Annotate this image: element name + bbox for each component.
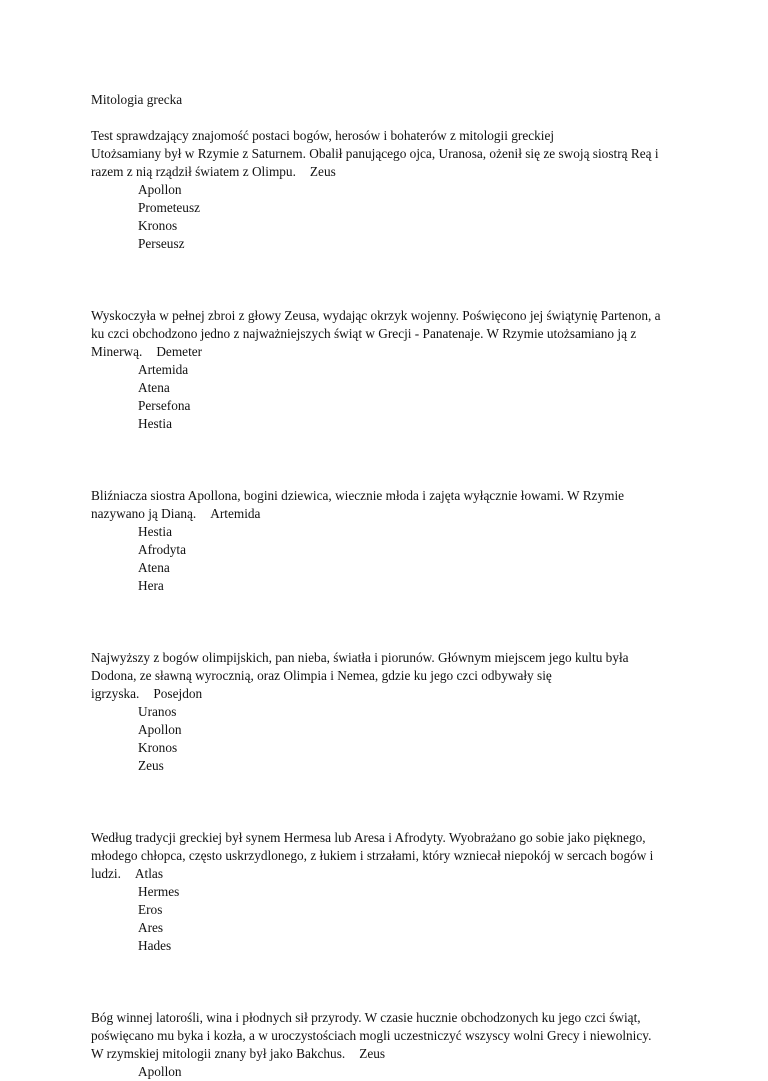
answer-option: Atena xyxy=(138,380,170,395)
question-block xyxy=(91,307,768,433)
question-block xyxy=(91,649,768,775)
answer-options xyxy=(91,883,768,955)
answer-option: Persefona xyxy=(138,398,191,413)
question-text: Wyskoczyła w pełnej zbroi z głowy Zeusa, wydając okrzyk wojenny. Poświęcono jej świątynię Partenon, a ku czci obchodzono jedno z najważniejszych świąt w Grecji - Panatenaje. W Rzymie utożsamiano ją z Minerwą. xyxy=(91,308,661,359)
answer-option: Eros xyxy=(138,902,163,917)
answer-hint: Atlas xyxy=(134,866,163,881)
question-spacer xyxy=(91,433,768,487)
question-text: Utożsamiany był w Rzymie z Saturnem. Obalił panującego ojca, Uranosa, ożenił się ze swoją siostrą Reą i razem z nią rządził światem z Olimpu. xyxy=(91,146,659,179)
answer-option: Hestia xyxy=(138,416,172,431)
answer-options xyxy=(91,1063,768,1081)
answer-option: Uranos xyxy=(138,704,177,719)
answer-option: Apollon xyxy=(138,722,182,737)
answer-option: Hades xyxy=(138,938,172,953)
document-title: Mitologia grecka xyxy=(91,92,183,107)
answer-hint: Zeus xyxy=(359,1046,386,1061)
answer-option: Apollon xyxy=(138,182,182,197)
question-text: Bliźniacza siostra Apollona, bogini dziewica, wiecznie młoda i zajęta wyłącznie łowami. W Rzymie nazywano ją Dianą. xyxy=(91,488,625,521)
answer-option: Ares xyxy=(138,920,164,935)
answer-option: Kronos xyxy=(138,218,178,233)
question-block xyxy=(91,829,768,955)
question-text-block xyxy=(91,145,666,181)
answer-option: Prometeusz xyxy=(138,200,201,215)
answer-options xyxy=(91,523,768,595)
intro-text: Test sprawdzający znajomość postaci bogów, herosów i bohaterów z mitologii greckiej xyxy=(91,128,555,143)
question-block xyxy=(91,145,768,253)
question-spacer xyxy=(91,253,768,307)
answer-options xyxy=(91,361,768,433)
question-text-block xyxy=(91,307,666,361)
answer-option: Hermes xyxy=(138,884,180,899)
answer-hint: Zeus xyxy=(309,164,336,179)
answer-option: Apollon xyxy=(138,1064,182,1079)
question-text-block xyxy=(91,829,666,883)
answer-option: Artemida xyxy=(138,362,189,377)
question-spacer xyxy=(91,955,768,1009)
answer-options xyxy=(91,703,768,775)
answer-option: Atena xyxy=(138,560,170,575)
question-list xyxy=(91,145,768,1081)
question-text-block xyxy=(91,487,666,523)
answer-hint: Artemida xyxy=(210,506,261,521)
question-spacer xyxy=(91,595,768,649)
question-block xyxy=(91,1009,768,1081)
question-text: Według tradycji greckiej był synem Hermesa lub Aresa i Afrodyty. Wyobrażano go sobie jako pięknego, młodego chłopca, często uskrzydlonego, z łukiem i strzałami, który wzniecał niepokój w sercach bogów i ludzi. xyxy=(91,830,654,881)
answer-option: Afrodyta xyxy=(138,542,186,557)
question-text: Najwyższy z bogów olimpijskich, pan nieba, światła i piorunów. Głównym miejscem jego kultu była Dodona, ze sławną wyrocznią, oraz Olimpia i Nemea, gdzie ku jego czci odbywały się igrzyska. xyxy=(91,650,629,701)
question-block xyxy=(91,487,768,595)
question-text-block xyxy=(91,649,666,703)
question-spacer xyxy=(91,775,768,829)
answer-option: Kronos xyxy=(138,740,178,755)
answer-option: Hestia xyxy=(138,524,172,539)
answer-option: Zeus xyxy=(138,758,164,773)
question-text-block xyxy=(91,1009,666,1063)
answer-option: Perseusz xyxy=(138,236,185,251)
answer-option: Hera xyxy=(138,578,164,593)
answer-options xyxy=(91,181,768,253)
answer-hint: Demeter xyxy=(156,344,203,359)
answer-hint: Posejdon xyxy=(153,686,203,701)
question-text: Bóg winnej latorośli, wina i płodnych sił przyrody. W czasie hucznie obchodzonych ku jego czci świąt, poświęcano mu byka i kozła, a w uroczystościach mogli uczestniczyć wszyscy wolni Grecy i niewolnicy. W rzymskiej mitologii znany był jako Bakchus. xyxy=(91,1010,652,1061)
